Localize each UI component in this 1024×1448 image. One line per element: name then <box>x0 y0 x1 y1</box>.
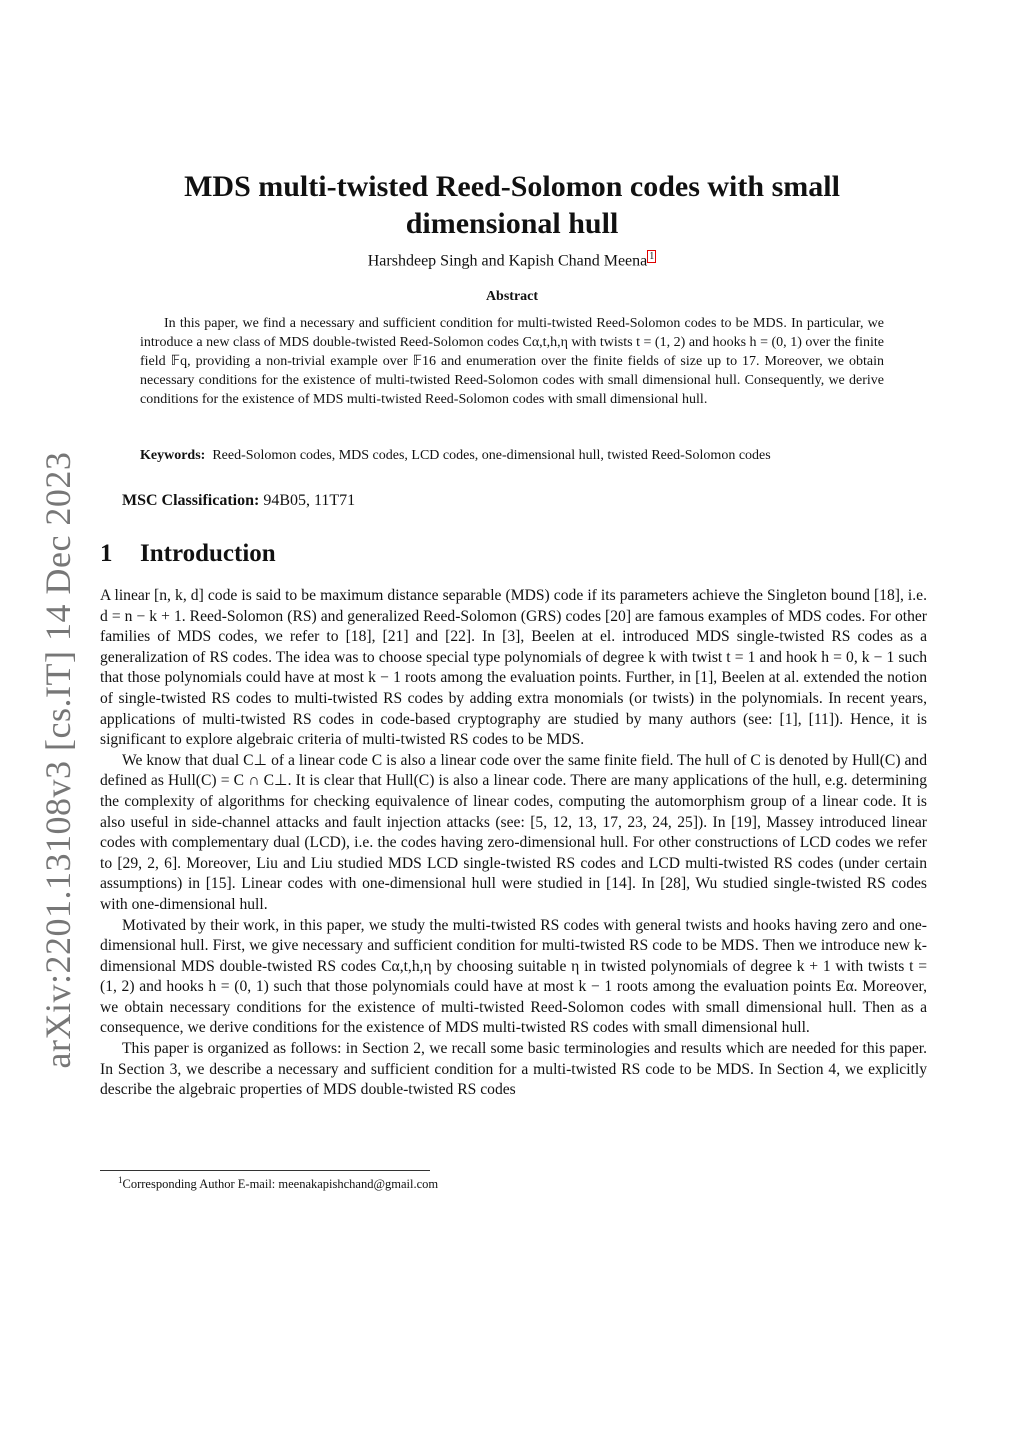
arxiv-identifier-stamp: arXiv:2201.13108v3 [cs.IT] 14 Dec 2023 <box>38 451 78 1069</box>
section-heading <box>100 540 276 568</box>
section-title-text: Introduction <box>140 540 276 567</box>
footnote-divider <box>100 1170 430 1171</box>
paragraph: A linear [n, k, d] code is said to be maximum distance separable (MDS) code if its parameters achieve the Singleton bound [18], i.e. d = n − k + 1. Reed-Solomon (RS) and generalized Reed-Solomon (GRS) codes [20] are famous examples of MDS codes. For other families of MDS codes, we refer to [18], [21] and [22]. In [3], Beelen at el. introduced MDS single-twisted RS codes as a generalization of RS codes. The idea was to choose special type polynomials of degree k with twist t = 1 and hook h = 0, k − 1 such that those polynomials could have at most k − 1 roots among the evaluation points. Further, in [1], Beelen at al. extended the notion of single-twisted RS codes to multi-twisted RS codes by adding extra monomials (or twists) in the polynomials. In recent years, applications of multi-twisted RS codes in code-based cryptography are studied by many authors (see: [1], [11]). Hence, it is significant to explore algebraic criteria of multi-twisted RS codes to be MDS. <box>100 587 927 749</box>
msc-label: MSC Classification: <box>122 492 260 509</box>
msc-classification <box>122 492 902 510</box>
footnote-text: Corresponding Author E-mail: meenakapishchand@gmail.com <box>122 1177 439 1192</box>
section-number: 1 <box>100 540 113 567</box>
footnote <box>118 1175 438 1192</box>
introduction-body <box>100 586 927 1101</box>
paper-title: MDS multi-twisted Reed-Solomon codes with small dimensional hull <box>184 170 840 240</box>
msc-text: 94B05, 11T71 <box>263 492 356 509</box>
author-names: Harshdeep Singh and Kapish Chand Meena <box>367 252 648 270</box>
keywords-label: Keywords: <box>140 448 206 463</box>
paragraph: This paper is organized as follows: in Section 2, we recall some basic terminologies and results which are needed for this paper. In Section 3, we describe a necessary and sufficient condition for a multi-twisted RS code to be MDS. In Section 4, we explicitly describe the algebraic properties of MDS double-twisted RS codes <box>100 1040 927 1099</box>
author-line <box>140 252 884 270</box>
paragraph: Motivated by their work, in this paper, we study the multi-twisted RS codes with general twists and hooks having zero and one-dimensional hull. First, we give necessary and sufficient condition for multi-twisted RS code to be MDS. Then we introduce new k-dimensional MDS double-twisted RS codes Cα,t,h,η by choosing suitable η in twisted polynomials of degree k + 1 with twists t = (1, 2) and hooks h = (0, 1) such that those polynomials could have at most k − 1 roots among the evaluation points Eα. Moreover, we obtain necessary conditions for the existence of multi-twisted Reed-Solomon codes with small dimensional hull. Then as a consequence, we derive conditions for the existence of MDS multi-twisted RS codes with small dimensional hull. <box>100 916 927 1037</box>
keywords-text: Reed-Solomon codes, MDS codes, LCD codes, one-dimensional hull, twisted Reed-Solomon codes <box>212 448 771 463</box>
abstract-heading: Abstract <box>485 289 539 304</box>
footnote-mark: 1 <box>118 1175 123 1185</box>
abstract-text: In this paper, we find a necessary and sufficient condition for multi-twisted Reed-Solomon codes to be MDS. In particular, we introduce a new class of MDS double-twisted Reed-Solomon codes Cα,t,h,η with twists t = (1, 2) and hooks h = (0, 1) over the finite field 𝔽q, providing a non-trivial example over 𝔽16 and enumeration over the finite fields of size up to 17. Moreover, we obtain necessary conditions for the existence of multi-twisted Reed-Solomon codes with small dimensional hull. Consequently, we derive conditions for the existence of MDS multi-twisted Reed-Solomon codes with small dimensional hull. <box>140 316 884 407</box>
paragraph: We know that dual C⊥ of a linear code C is also a linear code over the same finite field. The hull of C is denoted by Hull(C) and defined as Hull(C) = C ∩ C⊥. It is clear that Hull(C) is also a linear code. There are many applications of the hull, e.g. determining the complexity of algorithms for checking equivalence of linear codes, computing the automorphism group of a linear code. It is also useful in side-channel attacks and fault injection attacks (see: [5, 12, 13, 17, 23, 24, 25]). In [19], Massey introduced linear codes with complementary dual (LCD), i.e. the codes having zero-dimensional hull. For other constructions of LCD codes we refer to [29, 2, 6]. Moreover, Liu and Liu studied MDS LCD single-twisted RS codes and LCD multi-twisted RS codes (under certain assumptions) in [15]. Linear codes with one-dimensional hull were studied in [14]. In [28], Wu studied single-twisted RS codes with one-dimensional hull. <box>100 751 927 913</box>
author-footnote-link[interactable]: 1 <box>649 251 655 262</box>
keywords <box>140 446 884 465</box>
